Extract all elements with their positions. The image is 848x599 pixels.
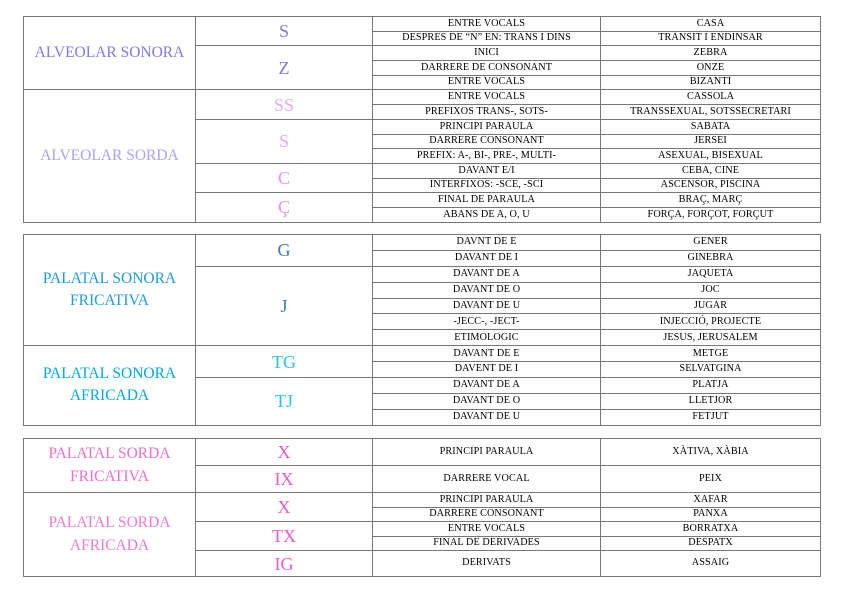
example-cell: ASSAIG [601, 551, 821, 577]
example-cell: SELVATGINA [601, 362, 821, 378]
example-cell: ASCENSOR, PISCINA [601, 178, 821, 193]
letter-tx: TX [196, 522, 373, 551]
rule-cell: DAVNT DE E [373, 235, 601, 251]
rule-cell: FINAL DE PARAULA [373, 193, 601, 208]
example-cell: BORRATXA [601, 522, 821, 537]
letter-ig: IG [196, 551, 373, 577]
example-cell: ZEBRA [601, 46, 821, 61]
example-cell: DESPATX [601, 536, 821, 551]
alveolar-table [23, 16, 821, 223]
rule-cell: DAVANT DE O [373, 282, 601, 298]
example-cell: METGE [601, 346, 821, 362]
example-cell: JERSEI [601, 134, 821, 149]
rule-cell: INICI [373, 46, 601, 61]
example-cell: CASSOLA [601, 90, 821, 105]
rule-cell: PRINCIPI PARAULA [373, 493, 601, 508]
rule-cell: DESPRES DE “N” EN: TRANS I DINS [373, 31, 601, 46]
example-cell: GENER [601, 235, 821, 251]
letter-c-cedilla: Ç [196, 193, 373, 222]
letter-g: G [196, 235, 373, 267]
rule-cell: PREFIX: A-, BI-, PRE-, MULTI- [373, 149, 601, 164]
rule-cell: PREFIXOS TRANS-, SOTS- [373, 105, 601, 120]
rule-cell: INTERFIXOS: -SCE, -SCI [373, 178, 601, 193]
palatal-sorda-table [23, 438, 821, 577]
example-cell: FORÇA, FORÇOT, FORÇUT [601, 207, 821, 222]
example-cell: PEIX [601, 466, 821, 493]
rule-cell: DARRERE CONSONANT [373, 134, 601, 149]
palatal-sonora-table [23, 234, 821, 426]
example-cell: GINEBRA [601, 250, 821, 266]
letter-x: X [196, 439, 373, 466]
example-cell: CEBA, CINE [601, 163, 821, 178]
rule-cell: DAVANT DE A [373, 378, 601, 394]
rule-cell: DAVANT DE E [373, 346, 601, 362]
rule-cell: DAVENT DE I [373, 362, 601, 378]
rule-cell: ENTRE VOCALS [373, 75, 601, 90]
rule-cell: DAVANT DE U [373, 409, 601, 425]
example-cell: JUGAR [601, 298, 821, 314]
rule-cell: DAVANT DE I [373, 250, 601, 266]
example-cell: BIZANTÍ [601, 75, 821, 90]
letter-tj: TJ [196, 378, 373, 426]
rule-cell: DAVANT DE U [373, 298, 601, 314]
rule-cell: DARRERE DE CONSONANT [373, 61, 601, 76]
rule-cell: ETIMOLOGIC [373, 330, 601, 346]
letter-x: X [196, 493, 373, 522]
letter-j: J [196, 266, 373, 345]
rule-cell: ENTRE VOCALS [373, 90, 601, 105]
example-cell: ONZE [601, 61, 821, 76]
example-cell: ASEXUAL, BISEXUAL [601, 149, 821, 164]
rule-cell: DERIVATS [373, 551, 601, 577]
category-palatal-sorda-fricativa: PALATAL SORDA FRICATIVA [24, 439, 196, 493]
example-cell: JOC [601, 282, 821, 298]
category-alveolar-sorda: ALVEOLAR SORDA [24, 90, 196, 222]
letter-ss: SS [196, 90, 373, 119]
letter-ix: IX [196, 466, 373, 493]
rule-cell: DAVANT E/I [373, 163, 601, 178]
category-alveolar-sonora: ALVEOLAR SONORA [24, 17, 196, 90]
rule-cell: DARRERE CONSONANT [373, 507, 601, 522]
letter-z: Z [196, 46, 373, 90]
rule-cell: FINAL DE DERIVADES [373, 536, 601, 551]
letter-tg: TG [196, 346, 373, 378]
example-cell: CASA [601, 17, 821, 32]
example-cell: FETJUT [601, 409, 821, 425]
example-cell: LLETJOR [601, 393, 821, 409]
category-palatal-sonora-fricativa: PALATAL SONORA FRICATIVA [24, 235, 196, 346]
example-cell: INJECCIÓ, PROJECTE [601, 314, 821, 330]
example-cell: JAQUETA [601, 266, 821, 282]
rule-cell: PRINCIPI PARAULA [373, 119, 601, 134]
example-cell: XAFAR [601, 493, 821, 508]
example-cell: BRAÇ, MARÇ [601, 193, 821, 208]
example-cell: XÀTIVA, XÀBIA [601, 439, 821, 466]
example-cell: JESUS, JERUSALEM [601, 330, 821, 346]
category-palatal-sorda-africada: PALATAL SORDA AFRICADA [24, 493, 196, 577]
example-cell: TRÀNSIT I ENDINSAR [601, 31, 821, 46]
letter-s: S [196, 17, 373, 46]
example-cell: TRANSSEXUAL, SOTSSECRETARI [601, 105, 821, 120]
rule-cell: -JECC-, -JECT- [373, 314, 601, 330]
rule-cell: PRINCIPI PARAULA [373, 439, 601, 466]
rule-cell: DARRERE VOCAL [373, 466, 601, 493]
rule-cell: DAVANT DE A [373, 266, 601, 282]
rule-cell: ENTRE VOCALS [373, 17, 601, 32]
category-palatal-sonora-africada: PALATAL SONORA AFRICADA [24, 346, 196, 425]
letter-c: C [196, 163, 373, 192]
rule-cell: ABANS DE A, O, U [373, 207, 601, 222]
example-cell: PANXA [601, 507, 821, 522]
example-cell: PLATJA [601, 378, 821, 394]
letter-s: S [196, 119, 373, 163]
rule-cell: ENTRE VOCALS [373, 522, 601, 537]
example-cell: SABATA [601, 119, 821, 134]
rule-cell: DAVANT DE O [373, 393, 601, 409]
